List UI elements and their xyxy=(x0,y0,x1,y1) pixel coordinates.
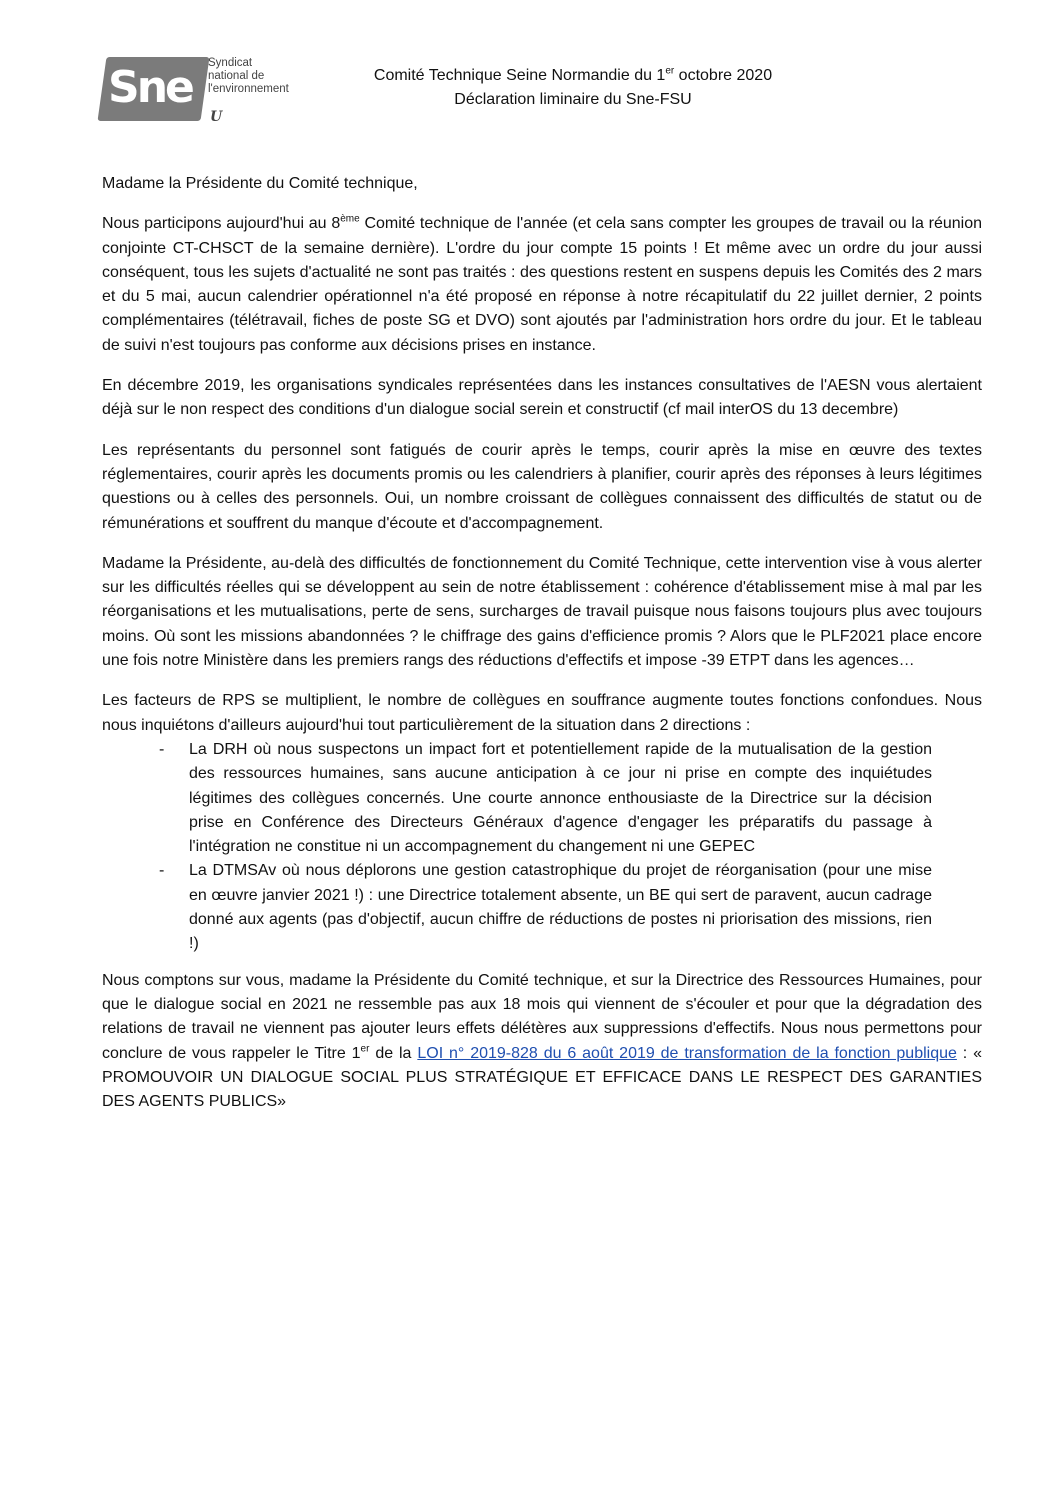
list-item xyxy=(102,738,982,859)
header-subtitle: Déclaration liminaire du Sne-FSU xyxy=(454,91,692,108)
list-item-text: La DTMSAv où nous déplorons une gestion catastrophique du projet de réorganisation (pour une mise en œuvre janvier 2021 !) : une Directrice totalement absente, un BE qui sert de paravent, aucun cadrage donné aux agents (pas d'objectif, aucun chiffre de réductions de postes ni priorisation des missions, rien !) xyxy=(189,862,932,953)
greeting: Madame la Présidente du Comité technique, xyxy=(102,175,418,192)
list-item-text: La DRH où nous suspectons un impact fort et potentiellement rapide de la mutualisation de la gestion des ressources humaines, sans aucune anticipation à ce jour ni prise en compte des inquiétudes légitimes des collègues concernés. Une courte annonce enthousiaste de la Directrice sur la décision prise en Conférence des Directeurs Généraux d'agence d'engager les préparatifs du passage à l'intégration ne constitue ni un accompagnement du changement ni une GEPEC xyxy=(189,740,932,856)
directions-list xyxy=(102,738,982,957)
logo-mark-text: Sne xyxy=(108,62,192,113)
paragraph-5: Les facteurs de RPS se multiplient, le nombre de collègues en souffrance augmente toutes fonctions confondues. Nous nous inquiétons d'ailleurs aujourd'hui tout particulièrement de la situation dans 2 directions : xyxy=(102,692,982,734)
paragraph-2: En décembre 2019, les organisations syndicales représentées dans les instances consultatives de l'AESN vous alertaient déjà sur le non respect des conditions d'un dialogue social serein et constructif (cf mail interOS du 13 decembre) xyxy=(102,377,982,419)
paragraph-1-rest: Comité technique de l'année (et cela sans compter les groupes de travail ou la réunion conjointe CT-CHSCT de la semaine dernière). L'ordre du jour compte 15 points ! Et même avec un ordre du jour aussi conséquent, tous les sujets d'actualité ne sont pas traités : des questions restent en suspens depuis les Comités des 2 mars et du 5 mai, aucun calendrier opérationnel n'a été proposé en réponse à notre récapitulatif du 22 juillet dernier, 2 points complémentaires (télétravail, fiches de poste SG et DVO) sont ajoutés par l'administration hors ordre du jour. Et le tableau de suivi n'est toujours pas conforme aux décisions prises en instance. xyxy=(102,215,983,354)
logo-line-2: national de xyxy=(208,70,265,82)
header-title-date: octobre 2020 xyxy=(674,67,773,84)
header-title-sup: er xyxy=(665,65,675,77)
law-link[interactable]: LOI n° 2019-828 du 6 août 2019 de transformation de la fonction publique xyxy=(417,1044,957,1062)
list-item xyxy=(102,859,982,956)
logo-caption xyxy=(208,57,289,96)
sne-logo xyxy=(102,57,292,127)
paragraph-1 xyxy=(102,212,982,358)
paragraph-3: Les représentants du personnel sont fatigués de courir après le temps, courir après la mise en œuvre des textes réglementaires, courir après les documents promis ou les calendriers à planifier, courir après des réponses à leurs légitimes questions ou à celles des personnels. Oui, un nombre croissant de collègues connaissent des difficultés de statut ou de rémunérations et souffrent du manque d'écoute et d'accompagnement. xyxy=(102,441,982,532)
document-body xyxy=(102,172,982,1130)
paragraph-6 xyxy=(102,969,982,1115)
bullet-dash: - xyxy=(159,862,165,880)
paragraph-6-mid: de la xyxy=(369,1044,418,1062)
paragraph-1-start: Nous participons aujourd'hui au 8 xyxy=(102,215,341,233)
header-title-text: Comité Technique Seine Normandie du 1 xyxy=(373,67,666,84)
union-mark: U xyxy=(210,109,223,125)
paragraph-4: Madame la Présidente, au-delà des difficultés de fonctionnement du Comité Technique, cette intervention vise à vous alerter sur les difficultés réelles qui se développent au sein de notre établissement : cohérence d'établissement mise à mal par les réorganisations et les mutualisations, perte de sens, surcharges de travail puisque nous faisons toujours plus avec toujours moins. Où sont les missions abandonnées ? le chiffrage des gains d'efficience promis ? Alors que le PLF2021 place encore une fois notre Ministère dans les premiers rangs des réductions d'effectifs et impose -39 ETPT dans les agences… xyxy=(102,554,982,670)
bullet-dash: - xyxy=(159,740,165,758)
logo-line-1: Syndicat xyxy=(208,57,253,69)
paragraph-6-end: : « PROMOUVOIR UN DIALOGUE SOCIAL PLUS STRATÉGIQUE ET EFFICACE DANS LE RESPECT DES GARANTIES DES AGENTS PUBLICS» xyxy=(102,1044,983,1111)
paragraph-6-start: Nous comptons sur vous, madame la Présidente du Comité technique, et sur la Directrice des Ressources Humaines, pour que le dialogue social en 2021 ne ressemble pas aux 18 mois qui viennent de s'écouler et pour que la dégradation des relations de travail ne viennent pas ajouter leurs effets délétères aux suppressions d'effectifs. Nous nous permettons pour conclure de vous rappeler le Titre 1 xyxy=(102,971,982,1062)
paragraph-1-sup: ème xyxy=(340,213,360,225)
document-header xyxy=(300,64,846,112)
paragraph-6-sup: er xyxy=(360,1043,370,1055)
logo-line-3: l'environnement xyxy=(208,83,289,95)
header-title xyxy=(300,64,846,88)
